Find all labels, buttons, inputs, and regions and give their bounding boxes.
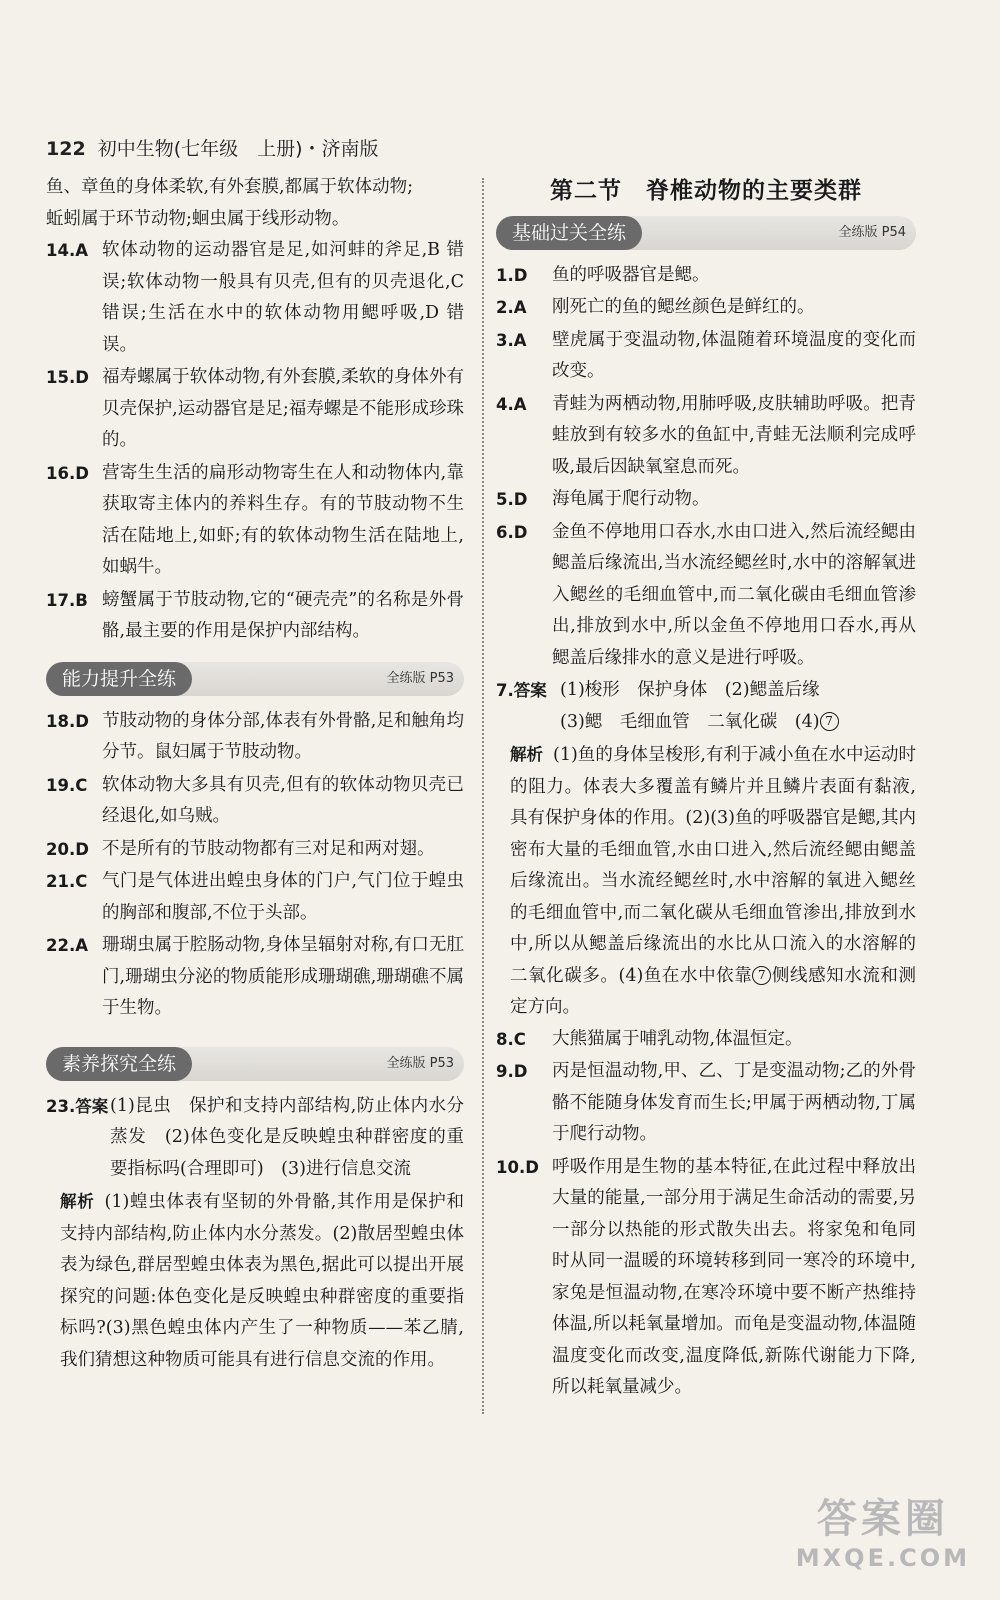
answer-item: 5.D 海龟属于爬行动物。 (496, 489, 710, 509)
answer-item: 4.A 青蛙为两栖动物,用肺呼吸,皮肤辅助呼吸。把青蛙放到有较多水的鱼缸中,青蛙无法顺利完成呼吸,最后因缺氧窒息而死。 (496, 393, 916, 477)
answer-item: 21.C 气门是气体进出蝗虫身体的门户,气门位于蝗虫的胸部和腹部,不位于头部。 (46, 871, 464, 923)
answer-item-23: 23.答案 (1)昆虫 保护和支持内部结构,防止体内水分蒸发 (2)体色变化是反映蝗虫种群密度的重要指标吗(合理即可) (3)进行信息交流 (46, 1095, 464, 1179)
answer-item: 17.B 螃蟹属于节肢动物,它的“硬壳壳”的名称是外骨骼,最主要的作用是保护内部结构。 (46, 589, 464, 641)
section-bar-literacy (46, 1047, 464, 1081)
page-header (46, 134, 379, 161)
answer-item: 14.A 软体动物的运动器官是足,如河蚌的斧足,B 错误;软体动物一般具有贝壳,但有的贝壳退化,C 错误;生活在水中的软体动物用鳃呼吸,D 错误。 (46, 240, 464, 355)
analysis-23: 解析 (1)蝗虫体表有坚韧的外骨骼,其作用是保护和支持内部结构,防止体内水分蒸发。(2)散居型蝗虫体表为绿色,群居型蝗虫体表为黑色,据此可以提出开展探究的问题:体色变化是反映蝗虫种群密度的重要指标吗?(3)黑色蝗虫体内产生了一种物质——苯乙腈,我们猜想这种物质可能具有进行信息交流的作用。 (60, 1192, 465, 1370)
answer-item: 16.D 营寄生生活的扁形动物寄生在人和动物体内,靠获取寄主体内的养料生存。有的节肢动物不生活在陆地上,如虾;有的软体动物生活在陆地上,如蜗牛。 (46, 462, 464, 577)
answer-item: 3.A 壁虎属于变温动物,体温随着环境温度的变化而改变。 (496, 329, 916, 381)
section-title: 第二节 脊椎动物的主要类群 (550, 178, 862, 204)
section-label: 基础过关全练 (496, 216, 642, 250)
answer-item: 8.C 大熊猫属于哺乳动物,体温恒定。 (496, 1028, 803, 1049)
left-column (46, 172, 464, 1376)
circled-number: 7 (752, 966, 771, 985)
answer-item: 20.D 不是所有的节肢动物都有三对足和两对翅。 (46, 838, 435, 859)
answer-item: 19.C 软体动物大多具有贝壳,但有的软体动物贝壳已经退化,如乌贼。 (46, 774, 464, 826)
answer-item: 6.D 金鱼不停地用口吞水,水由口进入,然后流经鳃由鳃盖后缘流出,当水流经鳃丝时,水中的溶解氧进入鳃丝的毛细血管中,而二氧化碳由毛细血管渗出,排放到水中,所以金鱼不停地用口吞水,再从鳃盖后缘排水的意义是进行呼吸。 (496, 521, 916, 668)
column-divider (482, 178, 484, 1414)
answer-item: 9.D 丙是恒温动物,甲、乙、丁是变温动物;乙的外骨骼不能随身体发育而生长;甲属于两栖动物,丁属于爬行动物。 (496, 1061, 916, 1144)
answer-item: 22.A 珊瑚虫属于腔肠动物,身体呈辐射对称,有口无肛门,珊瑚虫分泌的物质能形成珊瑚礁,珊瑚礁不属于生物。 (46, 935, 464, 1018)
answer-item: 2.A 刚死亡的鱼的鳃丝颜色是鲜红的。 (496, 297, 815, 317)
watermark: 答案圈 MXQE.COM (795, 1496, 970, 1572)
section-ref: 全练版 P53 (386, 670, 454, 686)
answer-item-7: 7.答案 (1)梭形 保护身体 (2)鳃盖后缘 (3)鳃 毛细血管 二氧化碳 (4) 7 (496, 675, 916, 738)
intro-text: 鱼、章鱼的身体柔软,有外套膜,都属于软体动物; 蚯蚓属于环节动物;蛔虫属于线形动物。 (46, 177, 414, 229)
section-bar-ability (46, 662, 464, 696)
right-column (496, 172, 916, 1405)
section-label: 能力提升全练 (46, 662, 192, 696)
section-ref: 全练版 P54 (838, 224, 906, 240)
answer-item: 10.D 呼吸作用是生物的基本特征,在此过程中释放出大量的能量,一部分用于满足生命活动的需要,另一部分以热能的形式散失出去。将家兔和龟同时从同一温暖的环境转移到同一寒冷的环境中,家兔是恒温动物,在寒冷环境中要不断产热维持体温,所以耗氧量增加。而龟是变温动物,体温随温度变化而改变,温度降低,新陈代谢能力下降,所以耗氧量减少。 (496, 1156, 916, 1397)
section-label: 素养探究全练 (46, 1047, 192, 1081)
section-ref: 全练版 P53 (386, 1055, 454, 1071)
section-bar-basic (496, 216, 916, 250)
answer-item: 18.D 节肢动物的身体分部,体表有外骨骼,足和触角均分节。鼠妇属于节肢动物。 (46, 710, 464, 762)
circled-number: 7 (820, 712, 839, 731)
page-number: 122 (46, 138, 86, 160)
answer-item: 15.D 福寿螺属于软体动物,有外套膜,柔软的身体外有贝壳保护,运动器官是足;福寿螺是不能形成珍珠的。 (46, 367, 464, 450)
analysis-7: 解析 (1)鱼的身体呈梭形,有利于减小鱼在水中运动时的阻力。体表大多覆盖有鳞片并且鳞片表面有黏液,具有保护身体的作用。(2)(3)鱼的呼吸器官是鳃,其内密布大量的毛细血管,水由口进入,然后流经鳃由鳃盖后缘流出。当水流经鳃丝时,水中溶解的氧进入鳃丝的毛细血管中,而二氧化碳从毛细血管渗出,排放到水中,所以从鳃盖后缘流出的水比从口流入的水溶解的二氧化碳多。(4)鱼在水中依靠 7 侧线感知水流和测定方向。 (510, 745, 916, 1017)
book-title: 初中生物(七年级 上册)・济南版 (97, 138, 379, 160)
answer-item: 1.D 鱼的呼吸器官是鳃。 (496, 264, 710, 285)
